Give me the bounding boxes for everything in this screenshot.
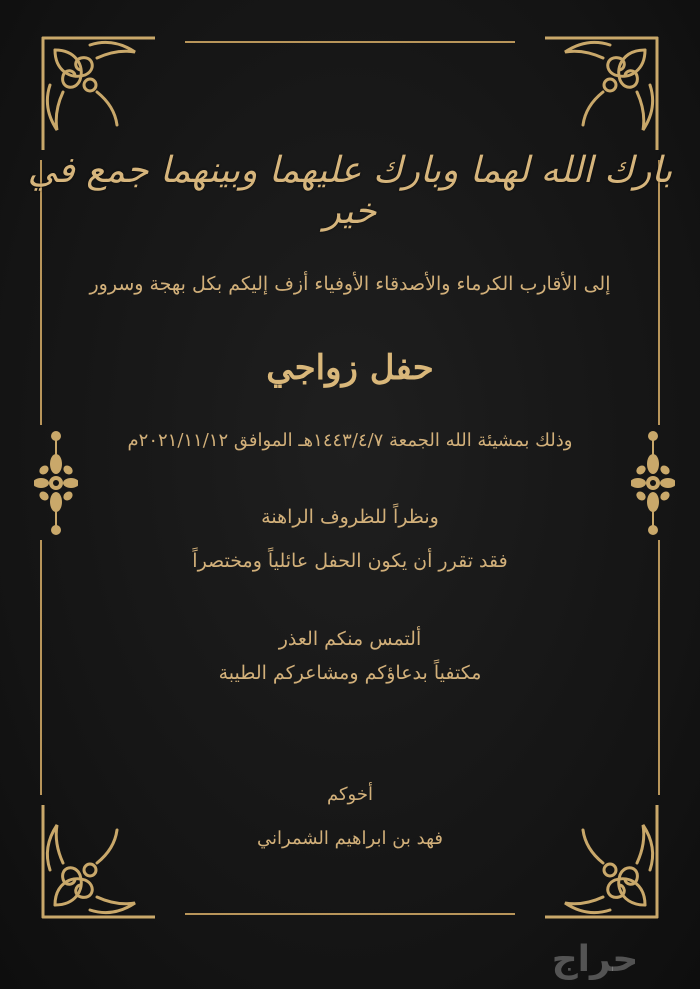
family-only-line: فقد تقرر أن يكون الحفل عائلياً ومختصراً [192,550,508,572]
blessing-calligraphy: بارك الله لهما وبارك عليهما وبينهما جمع في خير [27,150,673,232]
circumstances-line: ونظراً للظروف الراهنة [261,506,439,528]
invitation-intro: إلى الأقارب الكرماء والأصدقاء الأوفياء أزف إليكم بكل بهجة وسرور [89,273,611,295]
watermark-logo: حراج [551,938,639,980]
corner-ornament-icon [35,30,155,150]
prayers-line: مكتفياً بدعاؤكم ومشاعركم الطيبة [218,662,482,684]
sign-name: فهد بن ابراهيم الشمراني [257,828,443,849]
frame-bottom-line [185,913,515,915]
event-title: حفل زواجي [266,348,434,388]
apology-line: ألتمس منكم العذر [278,628,422,650]
sign-label: أخوكم [327,784,373,805]
frame-top-line [185,41,515,43]
corner-ornament-icon [545,30,665,150]
corner-ornament-icon [35,805,155,925]
corner-ornament-icon [545,805,665,925]
date-line: وذلك بمشيئة الله الجمعة ١٤٤٣/٤/٧هـ الموافق ٢٠٢١/١١/١٢م [127,430,573,451]
